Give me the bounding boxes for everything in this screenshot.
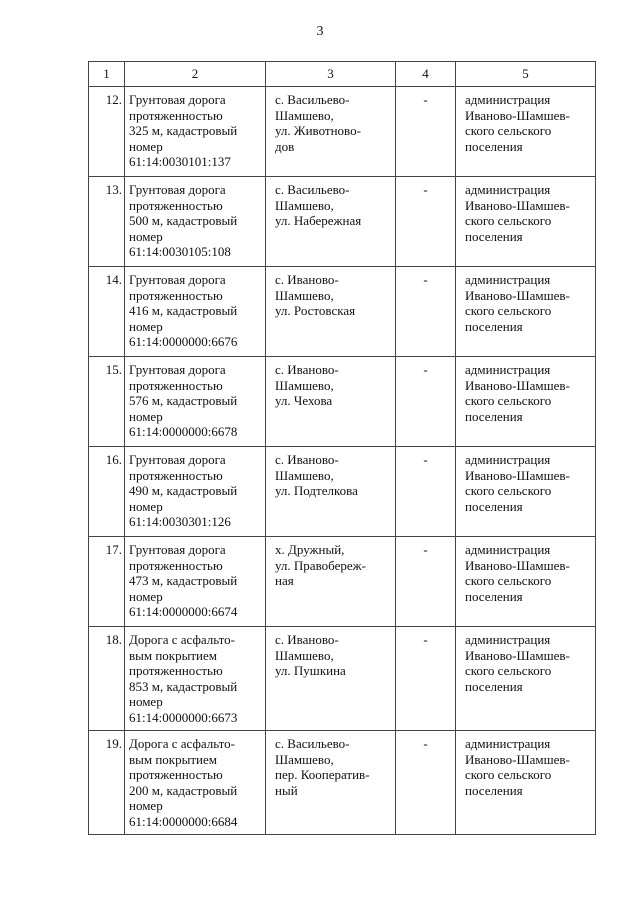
object-name-line: 61:14:0000000:6684 [129, 813, 238, 829]
object-location-line: с. Иваново- [275, 452, 339, 467]
object-name-line: номер [129, 138, 163, 154]
table-row [89, 87, 596, 177]
object-name-line: Грунтовая дорога [129, 542, 226, 557]
column-header-1: 1 [89, 62, 125, 87]
object-name [125, 357, 266, 447]
object-location [266, 177, 396, 267]
object-location [266, 87, 396, 177]
object-location-line: ул. Чехова [275, 393, 333, 408]
table-row [89, 627, 596, 731]
owner-line: поселения [465, 678, 523, 694]
owner-line: администрация [465, 452, 551, 467]
owner-line: администрация [465, 362, 551, 377]
object-name-line: протяженностью [129, 557, 223, 573]
owner-line: поселения [465, 588, 523, 604]
owner-line: поселения [465, 138, 523, 154]
owner [456, 87, 596, 177]
owner-line: поселения [465, 228, 523, 244]
owner [456, 357, 596, 447]
owner-line: Иваново-Шамшев- [465, 197, 570, 213]
object-location-line: ул. Подтелкова [275, 483, 358, 498]
object-name-line: протяженностью [129, 377, 223, 393]
owner-line: ского сельского [465, 123, 552, 138]
object-name-line: 490 м, кадастровый [129, 483, 238, 498]
object-location-line: с. Иваново- [275, 272, 339, 287]
column-4-value: - [396, 87, 456, 177]
object-location-line: с. Иваново- [275, 362, 339, 377]
object-name-line: Дорога с асфальто- [129, 736, 236, 751]
object-location [266, 447, 396, 537]
object-name-line: Грунтовая дорога [129, 92, 226, 107]
object-name-line: протяженностью [129, 197, 223, 213]
column-4-value: - [396, 447, 456, 537]
owner [456, 627, 596, 731]
owner-line: ского сельского [465, 303, 552, 318]
column-4-value: - [396, 177, 456, 267]
object-location-line: Шамшево, [275, 197, 334, 213]
object-name-line: 61:14:0030105:108 [129, 244, 231, 259]
table-body [89, 87, 596, 835]
object-name-line: 416 м, кадастровый [129, 303, 238, 318]
object-name [125, 537, 266, 627]
table-row [89, 357, 596, 447]
object-location-line: с. Иваново- [275, 632, 339, 647]
object-name [125, 447, 266, 537]
object-name-line: Дорога с асфальто- [129, 632, 236, 647]
object-location [266, 537, 396, 627]
row-number: 13. [89, 177, 125, 267]
object-location-line: Шамшево, [275, 107, 334, 123]
owner-line: поселения [465, 498, 523, 514]
object-location-line: ная [275, 573, 294, 588]
object-name-line: 61:14:0000000:6676 [129, 334, 238, 349]
object-name [125, 87, 266, 177]
object-location-line: Шамшево, [275, 751, 334, 767]
object-name-line: вым покрытием [129, 647, 217, 663]
object-name-line: номер [129, 408, 163, 424]
owner-line: администрация [465, 736, 551, 751]
row-number: 18. [89, 627, 125, 731]
object-name-line: 200 м, кадастровый [129, 782, 238, 798]
owner-line: поселения [465, 318, 523, 334]
owner [456, 177, 596, 267]
object-name-line: Грунтовая дорога [129, 272, 226, 287]
column-4-value: - [396, 537, 456, 627]
column-header-5: 5 [456, 62, 596, 87]
column-header-4: 4 [396, 62, 456, 87]
object-location [266, 731, 396, 835]
object-name-line: номер [129, 318, 163, 334]
table-header-row [89, 62, 596, 87]
object-name-line: номер [129, 498, 163, 514]
table-row [89, 267, 596, 357]
object-location-line: ул. Ростовская [275, 303, 356, 318]
owner-line: ского сельского [465, 213, 552, 228]
object-name [125, 731, 266, 835]
owner [456, 537, 596, 627]
owner-line: ского сельского [465, 663, 552, 678]
object-name [125, 177, 266, 267]
object-name-line: протяженностью [129, 467, 223, 483]
owner-line: Иваново-Шамшев- [465, 107, 570, 123]
object-location [266, 627, 396, 731]
owner-line: Иваново-Шамшев- [465, 377, 570, 393]
column-4-value: - [396, 267, 456, 357]
table-row [89, 537, 596, 627]
object-location-line: ул. Правобереж- [275, 557, 366, 573]
column-4-value: - [396, 627, 456, 731]
object-location-line: дов [275, 138, 295, 154]
object-name-line: 325 м, кадастровый [129, 123, 238, 138]
row-number: 12. [89, 87, 125, 177]
owner-line: администрация [465, 272, 551, 287]
row-number: 16. [89, 447, 125, 537]
page-number: 3 [316, 24, 324, 39]
owner-line: поселения [465, 408, 523, 424]
object-location-line: ул. Набережная [275, 213, 362, 228]
object-name-line: вым покрытием [129, 751, 217, 767]
owner-line: ского сельского [465, 483, 552, 498]
owner-line: Иваново-Шамшев- [465, 287, 570, 303]
object-location-line: с. Васильево- [275, 736, 350, 751]
table-row [89, 447, 596, 537]
row-number: 19. [89, 731, 125, 835]
object-location [266, 267, 396, 357]
object-name-line: 61:14:0000000:6673 [129, 709, 238, 725]
owner [456, 267, 596, 357]
object-location-line: х. Дружный, [275, 542, 345, 557]
column-4-value: - [396, 731, 456, 835]
column-header-3: 3 [266, 62, 396, 87]
object-name-line: номер [129, 694, 163, 709]
object-location-line: Шамшево, [275, 647, 334, 663]
table-row [89, 177, 596, 267]
owner [456, 447, 596, 537]
owner-line: администрация [465, 542, 551, 557]
owner-line: администрация [465, 632, 551, 647]
owner [456, 731, 596, 835]
roads-table [88, 61, 596, 835]
object-name-line: 576 м, кадастровый [129, 393, 238, 408]
object-name-line: протяженностью [129, 287, 223, 303]
object-name-line: протяженностью [129, 107, 223, 123]
owner-line: ского сельского [465, 767, 552, 782]
object-location-line: ный [275, 782, 298, 798]
owner-line: ского сельского [465, 573, 552, 588]
object-name-line: 500 м, кадастровый [129, 213, 238, 228]
object-name-line: протяженностью [129, 767, 223, 782]
owner-line: администрация [465, 182, 551, 197]
object-location-line: с. Васильево- [275, 92, 350, 107]
owner-line: Иваново-Шамшев- [465, 751, 570, 767]
object-name-line: 61:14:0030301:126 [129, 514, 231, 529]
object-name-line: 61:14:0000000:6678 [129, 424, 238, 439]
object-name-line: протяженностью [129, 663, 223, 678]
object-name-line: 853 м, кадастровый [129, 678, 238, 694]
object-name-line: номер [129, 798, 163, 813]
column-4-value: - [396, 357, 456, 447]
owner-line: администрация [465, 92, 551, 107]
column-header-2: 2 [125, 62, 266, 87]
object-name-line: Грунтовая дорога [129, 452, 226, 467]
object-name-line: 473 м, кадастровый [129, 573, 238, 588]
object-name [125, 267, 266, 357]
owner-line: ского сельского [465, 393, 552, 408]
row-number: 14. [89, 267, 125, 357]
object-location-line: ул. Пушкина [275, 663, 346, 678]
object-location-line: Шамшево, [275, 377, 334, 393]
object-name-line: номер [129, 228, 163, 244]
object-name [125, 627, 266, 731]
table-row [89, 731, 596, 835]
owner-line: Иваново-Шамшев- [465, 467, 570, 483]
object-name-line: 61:14:0000000:6674 [129, 604, 238, 619]
object-location [266, 357, 396, 447]
object-location-line: с. Васильево- [275, 182, 350, 197]
object-name-line: 61:14:0030101:137 [129, 154, 231, 169]
object-name-line: Грунтовая дорога [129, 182, 226, 197]
object-location-line: ул. Животново- [275, 123, 361, 138]
object-location-line: Шамшево, [275, 287, 334, 303]
row-number: 15. [89, 357, 125, 447]
owner-line: Иваново-Шамшев- [465, 647, 570, 663]
object-name-line: Грунтовая дорога [129, 362, 226, 377]
row-number: 17. [89, 537, 125, 627]
owner-line: поселения [465, 782, 523, 798]
owner-line: Иваново-Шамшев- [465, 557, 570, 573]
object-location-line: Шамшево, [275, 467, 334, 483]
object-name-line: номер [129, 588, 163, 604]
object-location-line: пер. Кооператив- [275, 767, 370, 782]
